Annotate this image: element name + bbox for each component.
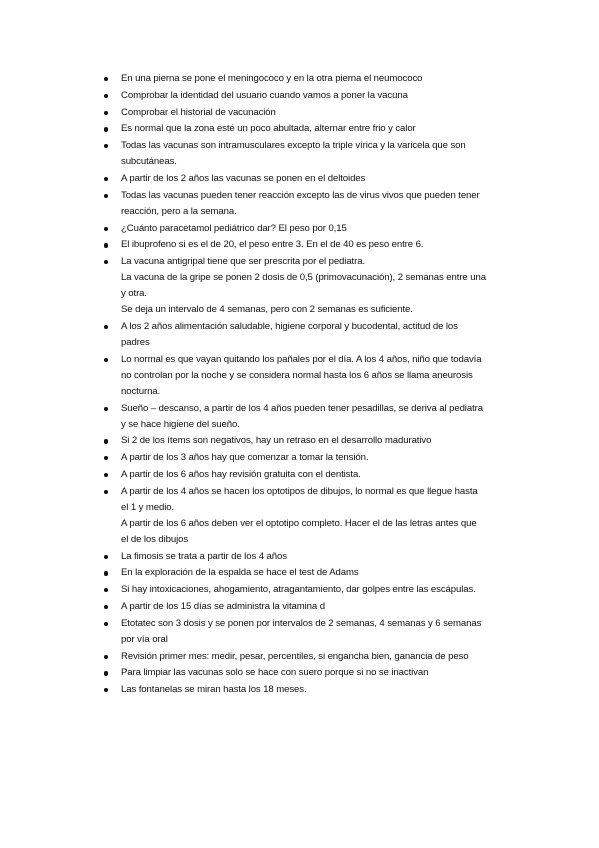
list-item-text: A partir de los 15 días se administra la vitamina d — [121, 600, 325, 612]
list-item-text: Las fontanelas se miran hasta los 18 meses. — [121, 684, 307, 696]
bullet-icon — [104, 671, 108, 675]
list-item — [0, 401, 539, 433]
bullet-icon — [104, 194, 108, 198]
list-item — [0, 221, 539, 237]
list-item — [0, 188, 539, 220]
list-item-text: Revisión primer mes: medir, pesar, percentiles, si engancha bien, ganancia de peso — [121, 650, 469, 662]
list-item-text: A partir de los 6 años hay revisión gratuita con el dentista. — [121, 468, 361, 480]
list-item — [0, 682, 539, 698]
list-item-text: La vacuna de la gripe se ponen 2 dosis de 0,5 (primovacunación), 2 semanas entre una — [121, 272, 486, 284]
bullet-icon — [104, 571, 108, 575]
bullet-icon — [104, 144, 108, 148]
list-item-text: ¿Cuánto paracetamol pediátrico dar? El peso por 0,15 — [121, 222, 347, 234]
list-item-text: Todas las vacunas son intramusculares excepto la triple vírica y la varicela que son — [121, 140, 466, 152]
list-item-text: Es normal que la zona esté un poco abultada, alternar entre frio y calor — [121, 123, 416, 135]
list-item — [0, 433, 539, 449]
list-item-text: A partir de los 2 años las vacunas se ponen en el deltoides — [121, 172, 366, 184]
list-item-text: En una pierna se pone el meningococo y en la otra pierna el neumococo — [121, 73, 423, 84]
bullet-icon — [104, 622, 108, 626]
list-item — [0, 71, 539, 87]
list-item-text: Comprobar el historial de vacunación — [121, 106, 276, 118]
list-item — [0, 121, 539, 137]
list-item-text: La fimosis se trata a partir de los 4 años — [121, 550, 287, 562]
list-item — [0, 254, 539, 318]
list-item-text: Si 2 de los ítems son negativos, hay un retraso en el desarrollo madurativo — [121, 435, 432, 447]
list-item — [0, 138, 539, 170]
list-item-text: Todas las vacunas pueden tener reacción excepto las de virus vivos que pueden tener — [121, 189, 480, 201]
bullet-icon — [104, 605, 108, 609]
list-item-text: Se deja un intervalo de 4 semanas, pero con 2 semanas es suficiente. — [121, 304, 413, 316]
bullet-icon — [104, 227, 108, 231]
bullet-icon — [104, 358, 108, 362]
list-item — [0, 565, 539, 581]
list-item-text: por vía oral — [121, 633, 168, 645]
list-item-text: A partir de los 3 años hay que comenzar a tomar la tensión. — [121, 452, 369, 464]
list-item-text: y otra. — [121, 288, 147, 300]
bullet-icon — [104, 177, 108, 181]
bullet-icon — [104, 77, 108, 81]
bullet-icon — [104, 94, 108, 98]
notes-list — [0, 71, 539, 698]
list-item-text: Comprobar la identidad del usuario cuando vamos a poner la vacuna — [121, 89, 408, 101]
list-item-text: y se hace higiene del sueño. — [121, 418, 240, 430]
list-item-text: el 1 y medio. — [121, 501, 175, 513]
bullet-icon — [104, 688, 108, 692]
list-item — [0, 319, 539, 351]
list-item — [0, 171, 539, 187]
list-item — [0, 582, 539, 598]
list-item — [0, 484, 539, 548]
bullet-icon — [104, 260, 108, 264]
bullet-icon — [104, 456, 108, 460]
bullet-icon — [104, 325, 108, 329]
list-item-text: no controlan por la noche y se considera normal hasta los 6 años se llama aneurosis — [121, 369, 473, 381]
list-item-text: nocturna. — [121, 385, 161, 397]
bullet-icon — [104, 439, 108, 443]
list-item — [0, 237, 539, 253]
list-item-text: padres — [121, 336, 150, 348]
bullet-icon — [104, 127, 108, 131]
bullet-icon — [104, 243, 108, 247]
list-item-text: Sueño – descanso, a partir de los 4 años pueden tener pesadillas, se deriva al pediatra — [121, 402, 483, 414]
list-item-text: Lo normal es que vayan quitando los pañales por el día. A los 4 años, niño que todavía — [121, 353, 482, 365]
list-item-text: En la exploración de la espalda se hace el test de Adams — [121, 567, 359, 579]
list-item — [0, 352, 539, 400]
list-item — [0, 649, 539, 665]
list-item — [0, 105, 539, 121]
bullet-icon — [104, 655, 108, 659]
bullet-icon — [104, 555, 108, 559]
list-item — [0, 599, 539, 615]
list-item — [0, 549, 539, 565]
list-item — [0, 616, 539, 648]
list-item-text: El ibuprofeno si es el de 20, el peso entre 3. En el de 40 es peso entre 6. — [121, 239, 424, 251]
bullet-icon — [104, 588, 108, 592]
list-item-text: A partir de los 4 años se hacen los optotipos de dibujos, lo normal es que llegue hasta — [121, 485, 478, 497]
bullet-icon — [104, 111, 108, 115]
list-item-text: La vacuna antigripal tiene que ser prescrita por el pediatra. — [121, 256, 366, 268]
list-item — [0, 467, 539, 483]
list-item-text: Para limpiar las vacunas solo se hace con suero porque si no se inactivan — [121, 667, 429, 679]
list-item-text: subcutáneas. — [121, 156, 177, 168]
list-item-text: Si hay intoxicaciones, ahogamiento, atragantamiento, dar golpes entre las escápulas. — [121, 584, 476, 596]
list-item-text: reacción, pero a la semana. — [121, 205, 237, 217]
bullet-icon — [104, 490, 108, 494]
list-item-text: el de los dibujos — [121, 533, 189, 545]
list-item-text: A partir de los 6 años deben ver el optotipo completo. Hacer el de las letras antes que — [121, 517, 477, 529]
list-item-text: Etotatec son 3 dosis y se ponen por intervalos de 2 semanas, 4 semanas y 6 semanas — [121, 617, 482, 629]
list-item — [0, 665, 539, 681]
bullet-icon — [104, 473, 108, 477]
bullet-icon — [104, 407, 108, 411]
list-item — [0, 450, 539, 466]
list-item-text: A los 2 años alimentación saludable, higiene corporal y bucodental, actitud de los — [121, 320, 458, 332]
list-item — [0, 88, 539, 104]
